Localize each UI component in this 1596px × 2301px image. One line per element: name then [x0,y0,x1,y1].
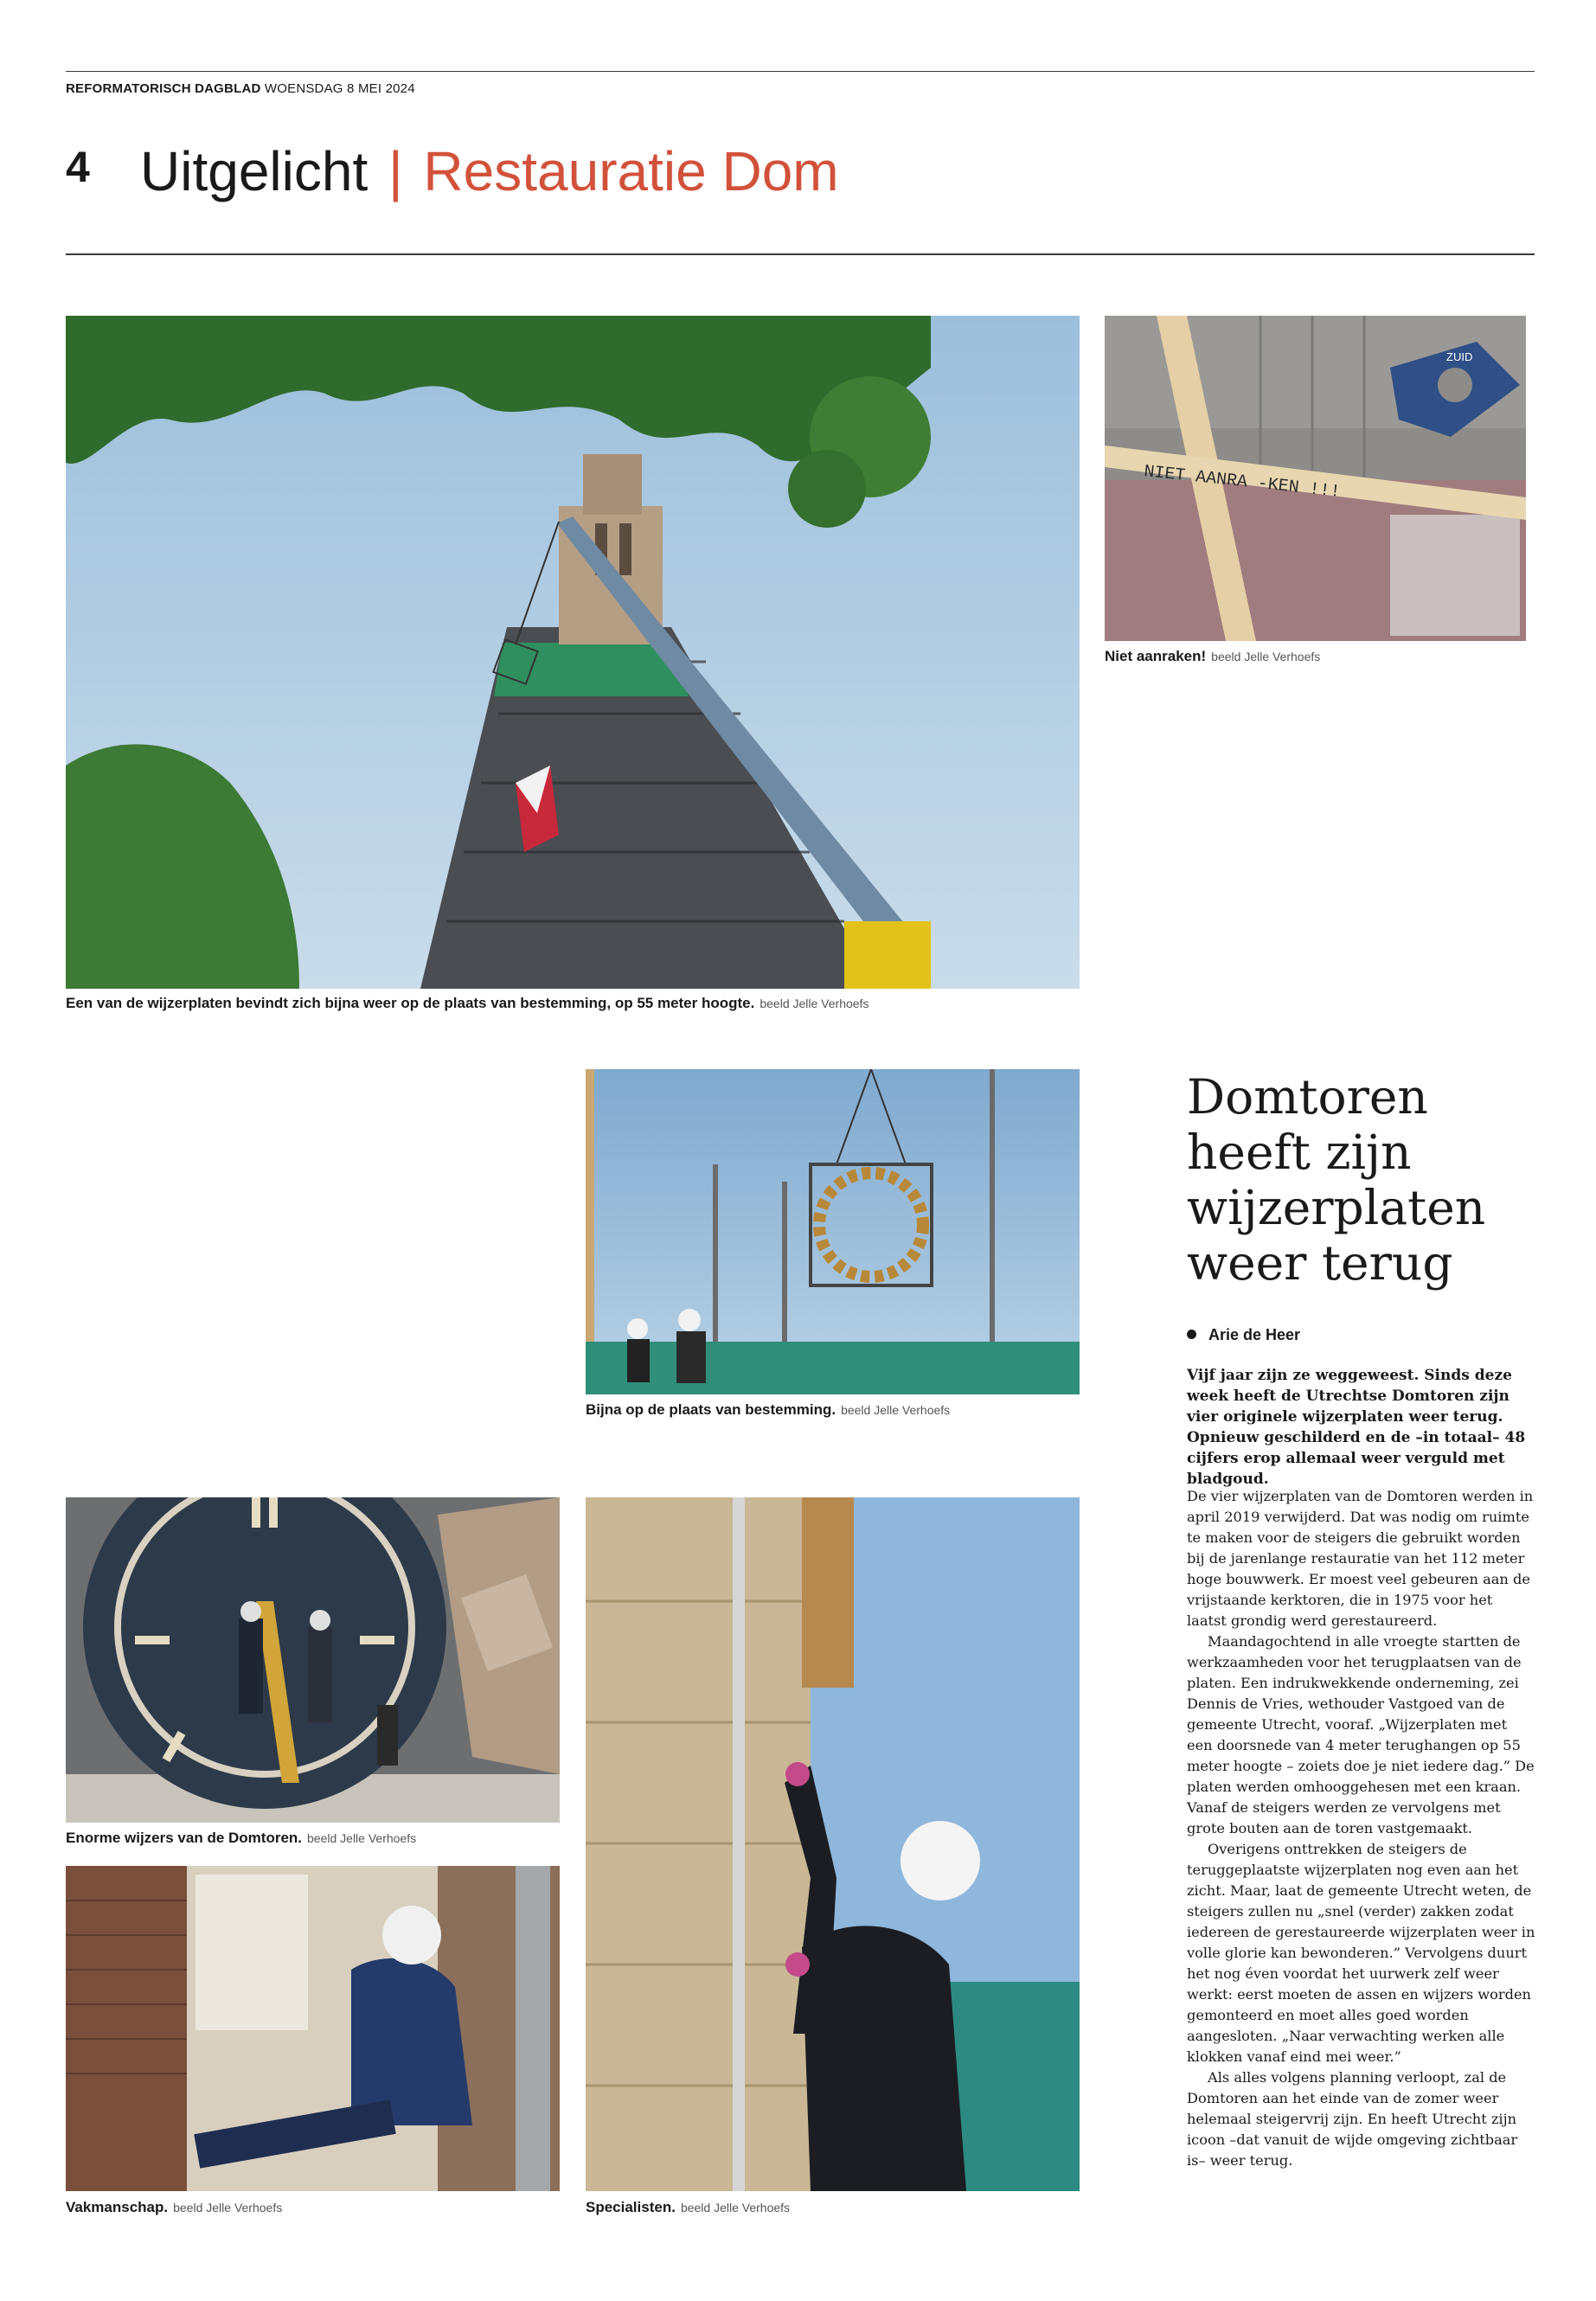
section-main: Uitgelicht [140,140,369,202]
masthead-paper: REFORMATORISCH DAGBLAD [66,81,261,96]
caption-craft [66,2198,282,2217]
article-headline: Domtoren heeft zijn wijzerplaten weer terug [1187,1069,1486,1291]
article-body [1187,1486,1536,2171]
photo-niet-aanraken [1105,316,1526,641]
author-bullet-icon [1187,1330,1196,1339]
caption-notouch [1105,647,1320,666]
caption-hands-text: Enorme wijzers van de Domtoren. [66,1830,303,1846]
caption-tower-text: Een van de wijzerplaten bevindt zich bijna weer op de plaats van bestemming, op 55 meter hoogte. [66,995,755,1011]
masthead [66,81,415,96]
caption-notouch-credit: beeld Jelle Verhoefs [1211,650,1321,663]
photo-specialists [586,1497,1080,2191]
caption-crane-text: Bijna op de plaats van bestemming. [586,1401,836,1418]
top-rule [66,71,1535,72]
notouch-plate-label: ZUID [1446,350,1473,363]
article-paragraph: Als alles volgens planning verloopt, zal de Domtoren aan het einde van de zomer weer helemaal steigervrij zijn. En heeft Utrecht zijn icoon –dat vanuit de wijde omgeving zichtbaar is– weer terug. [1187,2069,1518,2169]
caption-specialist-text: Specialisten. [586,2199,676,2215]
caption-hands [66,1829,416,1848]
caption-notouch-text: Niet aanraken! [1105,648,1207,664]
caption-specialist-credit: beeld Jelle Verhoefs [680,2201,791,2214]
photo-clock-hands [66,1497,560,1823]
article-paragraph: Overigens onttrekken de steigers de teruggeplaatste wijzerplaten nog even aan het zicht. Maar, laat de gemeente Utrecht weten, de steigers zullen nu „snel (verder) zakken zodat iedereen de gerestaureerde wijzerplaten weer in volle glorie kan bewonderen.” Vervolgens duurt het nog éven voordat het uurwerk zelf weer werkt: eerst moeten de assen en wijzers worden gemonteerd en moet alles goed worden aangesloten. „Naar verwachting werken alle klokken vanaf eind mei weer.” [1187,1841,1535,2065]
section-sub: Restauratie Dom [423,140,839,202]
caption-tower-credit: beeld Jelle Verhoefs [760,997,869,1010]
section-separator: | [388,140,403,202]
section-title [140,140,839,202]
article-intro: Vijf jaar zijn ze weggeweest. Sinds deze week heeft de Utrechtse Domtoren zijn vier originele wijzerplaten weer terug. Opnieuw geschilderd en de –in totaal– 48 cijfers erop allemaal weer verguld met bladgoud. [1187,1367,1526,1488]
article-paragraph: De vier wijzerplaten van de Domtoren werden in april 2019 verwijderd. Dat was nodig om ruimte te maken voor de steigers die gebruikt worden bij de jarenlange restauratie van het 112 meter hoge bouwwerk. Er moest veel gebeuren aan de vrijstaande kerktoren, die in 1975 voor het laatst grondig werd gerestaureerd. [1187,1488,1534,1629]
page-number: 4 [66,143,90,191]
notouch-sign-text: NIET AANRA -KEN !!! [1143,462,1342,503]
caption-specialist [586,2198,790,2217]
article-paragraph: Maandagochtend in alle vroegte startten de werkzaamheden voor het terugplaatsen van de platen. Een indrukwekkende onderneming, zei Dennis de Vries, wethouder Vastgoed van de gemeente Utrecht, vooraf. „Wijzerplaten met een doorsnede van 4 meter terughangen op 55 meter hoogte – zoiets doe je niet iedere dag.” De platen werden omhooggehesen met een kraan. Vanaf de steigers werden ze vervolgens met grote bouten aan de toren vastgemaakt. [1187,1633,1535,1836]
author-name: Arie de Heer [1208,1326,1301,1343]
caption-crane-credit: beeld Jelle Verhoefs [841,1403,951,1417]
caption-craft-credit: beeld Jelle Verhoefs [173,2201,283,2214]
photo-tower-crane [66,316,1080,989]
photo-clock-lift [586,1069,1080,1394]
photo-craftsmanship [66,1866,560,2191]
caption-craft-text: Vakmanschap. [66,2199,169,2215]
masthead-date: WOENSDAG 8 MEI 2024 [264,81,415,96]
caption-hands-credit: beeld Jelle Verhoefs [307,1831,417,1845]
article-author [1187,1326,1300,1344]
header-rule [66,253,1535,255]
caption-tower [66,994,869,1013]
caption-crane [586,1400,950,1420]
